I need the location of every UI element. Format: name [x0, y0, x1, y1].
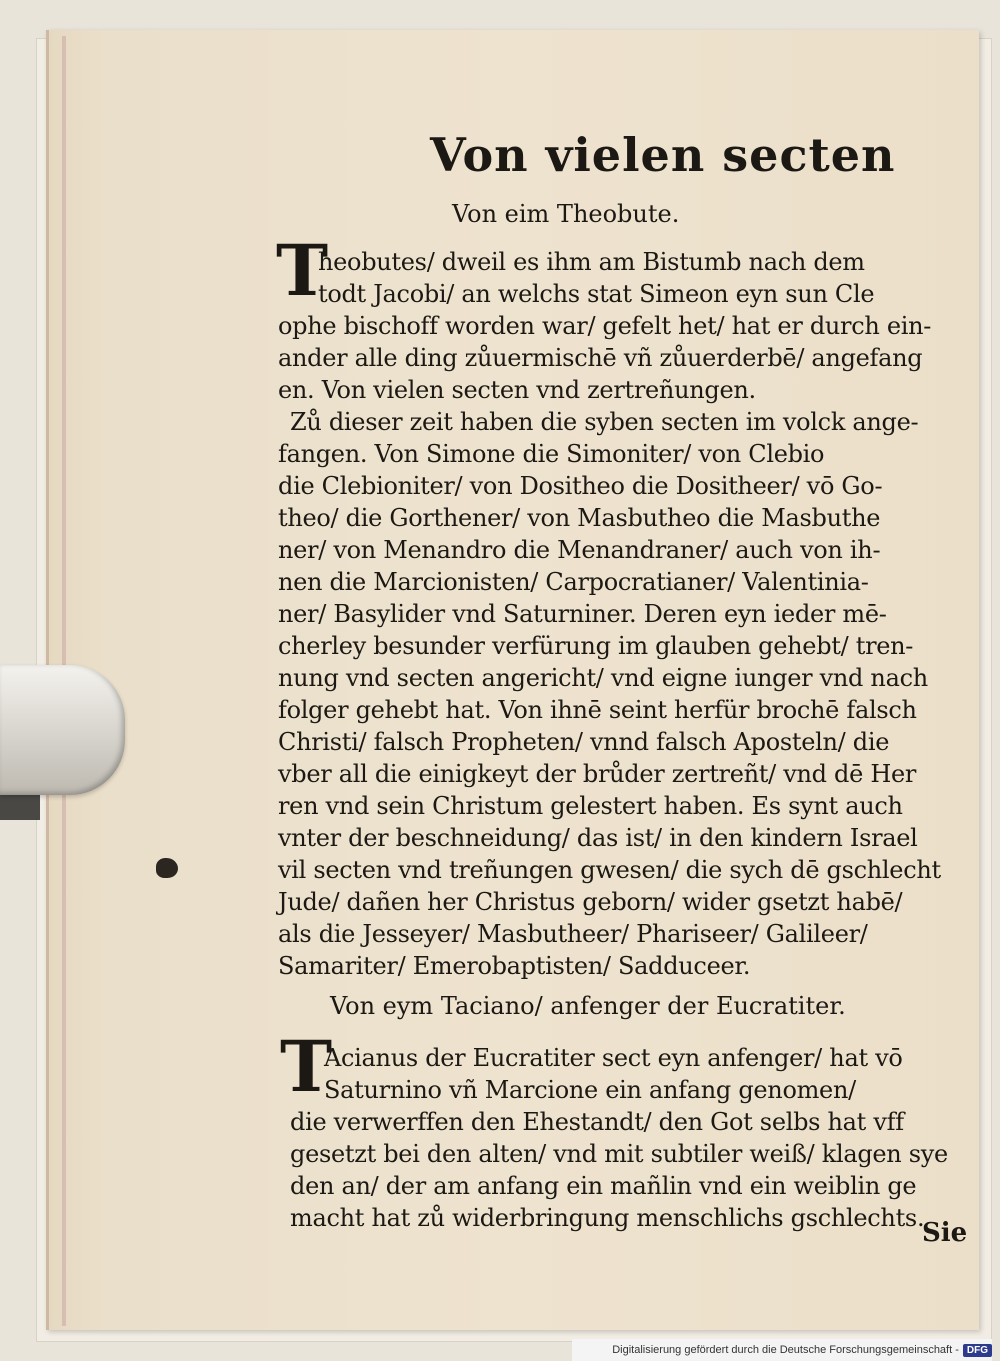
text-line: Acianus der Eucratiter sect eyn anfenger/ hat vō — [324, 1044, 903, 1072]
text-line: macht hat zů widerbringung menschlichs gschlechts. — [290, 1204, 925, 1232]
text-line: heobutes/ dweil es ihm am Bistumb nach dem — [318, 248, 865, 276]
text-line: die Clebioniter/ von Dositheo die Dositheer/ vō Go- — [278, 472, 883, 500]
ink-blot — [156, 858, 178, 878]
text-line: Jude/ dañen her Christus geborn/ wider gsetzt habē/ — [278, 888, 903, 916]
text-line: theo/ die Gorthener/ von Masbutheo die Masbuthe — [278, 504, 881, 532]
section-title-taciano: Von eym Taciano/ anfenger der Eucratiter. — [330, 992, 846, 1020]
page-heading: Von vielen secten — [430, 128, 896, 182]
text-line: nen die Marcionisten/ Carpocratianer/ Valentinia- — [278, 568, 869, 596]
text-line: Saturnino vñ Marcione ein anfang genomen/ — [324, 1076, 856, 1104]
text-line: todt Jacobi/ an welchs stat Simeon eyn sun Cle — [318, 280, 875, 308]
text-line: ander alle ding zůuermischē vñ zůuerderbē/ angefang — [278, 344, 923, 372]
footer-text: Digitalisierung gefördert durch die Deutsche Forschungsgemeinschaft - — [612, 1344, 959, 1356]
catchword: Sie — [922, 1218, 968, 1248]
text-line: gesetzt bei den alten/ vnd mit subtiler weiß/ klagen sye — [290, 1140, 948, 1168]
text-line: fangen. Von Simone die Simoniter/ von Clebio — [278, 440, 825, 468]
text-line: als die Jesseyer/ Masbutheer/ Phariseer/ Galileer/ — [278, 920, 868, 948]
text-line: die verwerffen den Ehestandt/ den Got selbs hat vff — [290, 1108, 904, 1136]
page-text — [262, 0, 974, 1361]
drop-cap-2: T — [280, 1025, 333, 1108]
text-line: vil secten vnd treñungen gwesen/ die sych dē gschlecht — [278, 856, 941, 884]
pressure-plate — [0, 665, 125, 795]
text-line: vnter der beschneidung/ das ist/ in den kindern Israel — [278, 824, 918, 852]
text-line: Samariter/ Emerobaptisten/ Sadduceer. — [278, 952, 751, 980]
text-line: ophe bischoff worden war/ gefelt het/ hat er durch ein- — [278, 312, 932, 340]
dfg-logo-icon: DFG — [963, 1344, 992, 1357]
text-line: Zů dieser zeit haben die syben secten im volck ange- — [290, 408, 919, 436]
text-line: ner/ Basylider vnd Saturniner. Deren eyn ieder mē- — [278, 600, 887, 628]
text-line: ren vnd sein Christum gelestert haben. Es synt auch — [278, 792, 903, 820]
text-line: vber all die einigkeyt der brůder zertreñt/ vnd dē Her — [278, 760, 917, 788]
digitization-footer — [572, 1339, 992, 1361]
text-line: folger gehebt hat. Von ihnē seint herfür brochē falsch — [278, 696, 917, 724]
text-line: ner/ von Menandro die Menandraner/ auch von ih- — [278, 536, 881, 564]
text-line: den an/ der am anfang ein mañlin vnd ein weiblin ge — [290, 1172, 917, 1200]
section-title-theobute: Von eim Theobute. — [452, 200, 680, 228]
drop-cap-1: T — [276, 229, 329, 312]
text-line: cherley besunder verfürung im glauben gehebt/ tren- — [278, 632, 914, 660]
text-line: Christi/ falsch Propheten/ vnnd falsch Aposteln/ die — [278, 728, 890, 756]
text-line: nung vnd secten angericht/ vnd eigne iunger vnd nach — [278, 664, 928, 692]
text-line: en. Von vielen secten vnd zertreñungen. — [278, 376, 756, 404]
